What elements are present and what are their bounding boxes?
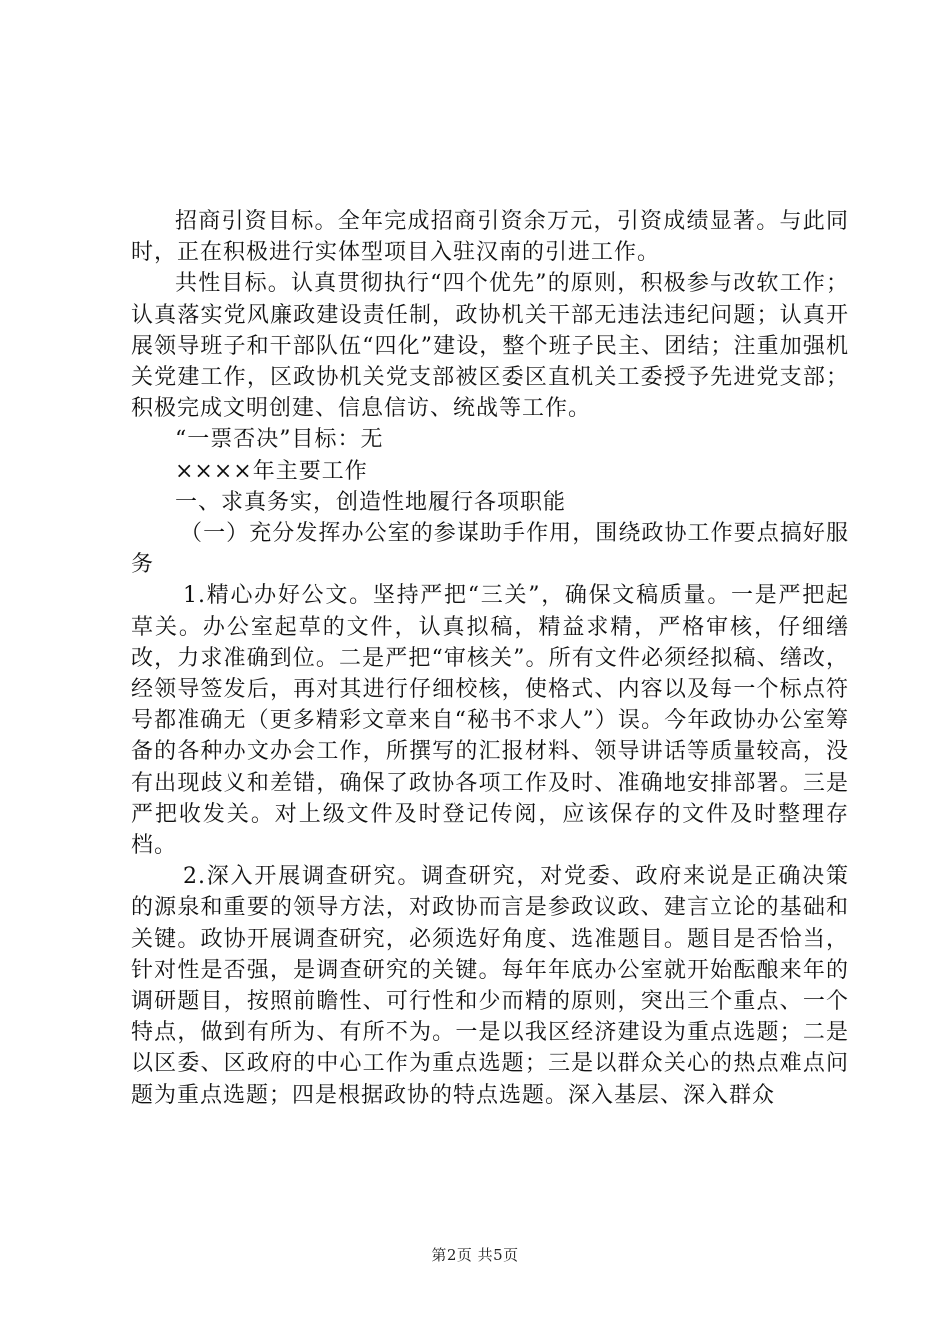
paragraph-veto-goal: “一票否决”目标：无 bbox=[175, 427, 384, 453]
document-body bbox=[131, 206, 849, 1111]
paragraph-item-2-research: 2.深入开展调查研究。调查研究，对党委、政府来说是正确决策的源泉和重要的领导方法，对政协而言是参政议政、建言立论的基础和关键。政协开展调查研究，必须选好角度、选准题目。题目是否恰当，针对性是否强，是调查研究的关键。每年年底办公室就开始酝酿来年的调研题目，按照前瞻性、可行性和少而精的原则，突出三个重点、一个特点，做到有所为、有所不为。一是以我区经济建设为重点选题；二是以区委、区政府的中心工作为重点选题；三是以群众关心的热点难点问题为重点选题；四是根据政协的特点选题。深入基层、深入群众 bbox=[131, 864, 849, 1108]
paragraph-item-1-documents: 1.精心办好公文。坚持严把“三关”，确保文稿质量。一是严把起草关。办公室起草的文件，认真拟稿，精益求精，严格审核，仔细缮改，力求准确到位。二是严把“审核关”。所有文件必须经拟稿、缮改，经领导签发后，再对其进行仔细校核，使格式、内容以及每一个标点符号都准确无（更多精彩文章来自“秘书不求人”）误。今年政协办公室筹备的各种办文办会工作，所撰写的汇报材料、领导讲话等质量较高，没有出现歧义和差错，确保了政协各项工作及时、准确地安排部署。三是严把收发关。对上级文件及时登记传阅，应该保存的文件及时整理存档。 bbox=[131, 583, 849, 859]
subsection-heading-one: （一）充分发挥办公室的参谋助手作用，围绕政协工作要点搞好服务 bbox=[131, 521, 849, 578]
section-heading-main-work: ××××年主要工作 bbox=[175, 458, 368, 484]
page-number-footer: 第2页 共5页 bbox=[431, 1246, 519, 1264]
paragraph-investment-goal: 招商引资目标。全年完成招商引资余万元，引资成绩显著。与此同时，正在积极进行实体型项目入驻汉南的引进工作。 bbox=[131, 209, 849, 266]
section-heading-part-one: 一、求真务实，创造性地履行各项职能 bbox=[175, 489, 567, 515]
paragraph-common-goal: 共性目标。认真贯彻执行“四个优先”的原则，积极参与改软工作；认真落实党风廉政建设责任制，政协机关干部无违法违纪问题；认真开展领导班子和干部队伍“四化”建设，整个班子民主、团结；注重加强机关党建工作，区政协机关党支部被区委区直机关工委授予先进党支部；积极完成文明创建、信息信访、统战等工作。 bbox=[131, 271, 849, 422]
